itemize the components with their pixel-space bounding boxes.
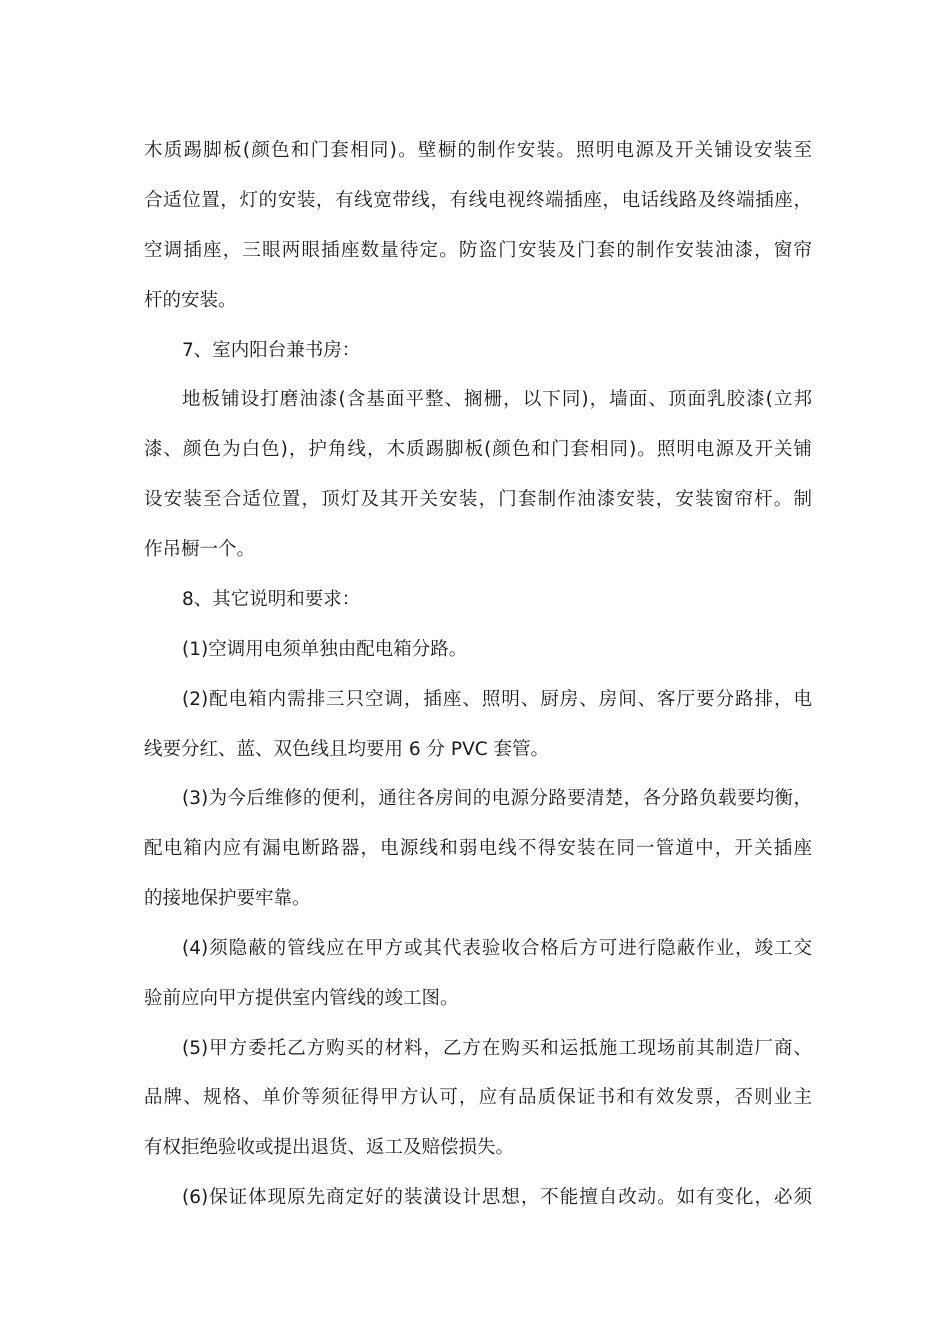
list-item-line: 线要分红、蓝、双色线且均要用 6 分 PVC 套管。 — [144, 739, 550, 760]
list-item-line: 的接地保护要牢靠。 — [144, 888, 311, 909]
list-item-line: (5)甲方委托乙方购买的材料，乙方在购买和运抵施工现场前其制造厂商、 — [182, 1038, 812, 1059]
list-item-line: 配电箱内应有漏电断路器，电源线和弱电线不得安装在同一管道中，开关插座 — [144, 838, 812, 859]
paragraph-line: 杆的安装。 — [144, 290, 237, 311]
paragraph-line: 作吊橱一个。 — [144, 539, 256, 560]
list-item-line: (3)为今后维修的便利，通往各房间的电源分路要清楚，各分路负载要均衡， — [182, 788, 812, 809]
paragraph-line: 地板铺设打磨油漆(含基面平整、搁栅，以下同)，墙面、顶面乳胶漆(立邦 — [182, 389, 812, 410]
paragraph-line: 木质踢脚板(颜色和门套相同)。壁橱的制作安装。照明电源及开关铺设安装至 — [144, 140, 812, 161]
paragraph-line: 漆、颜色为白色)，护角线，木质踢脚板(颜色和门套相同)。照明电源及开关铺 — [144, 439, 812, 460]
list-item-line: (1)空调用电须单独由配电箱分路。 — [182, 639, 468, 660]
section-heading: 7、室内阳台兼书房： — [182, 340, 361, 361]
paragraph-line: 空调插座，三眼两眼插座数量待定。防盗门安装及门套的制作安装油漆，窗帘 — [144, 240, 812, 261]
list-item-line: 品牌、规格、单价等须征得甲方认可，应有品质保证书和有效发票，否则业主 — [144, 1087, 812, 1108]
list-item-line: (4)须隐蔽的管线应在甲方或其代表验收合格后方可进行隐蔽作业，竣工交 — [182, 938, 812, 959]
paragraph-line: 合适位置，灯的安装，有线宽带线，有线电视终端插座，电话线路及终端插座， — [144, 190, 812, 211]
list-item-line: (2)配电箱内需排三只空调，插座、照明、厨房、房间、客厅要分路排，电 — [182, 689, 812, 710]
list-item-line: 有权拒绝验收或提出退货、返工及赔偿损失。 — [144, 1137, 515, 1158]
list-item-line: (6)保证体现原先商定好的装潢设计思想，不能擅自改动。如有变化，必须 — [182, 1187, 812, 1208]
section-heading: 8、其它说明和要求： — [182, 589, 361, 610]
list-item-line: 验前应向甲方提供室内管线的竣工图。 — [144, 988, 459, 1009]
paragraph-line: 设安装至合适位置，顶灯及其开关安装，门套制作油漆安装，安装窗帘杆。制 — [144, 489, 812, 510]
